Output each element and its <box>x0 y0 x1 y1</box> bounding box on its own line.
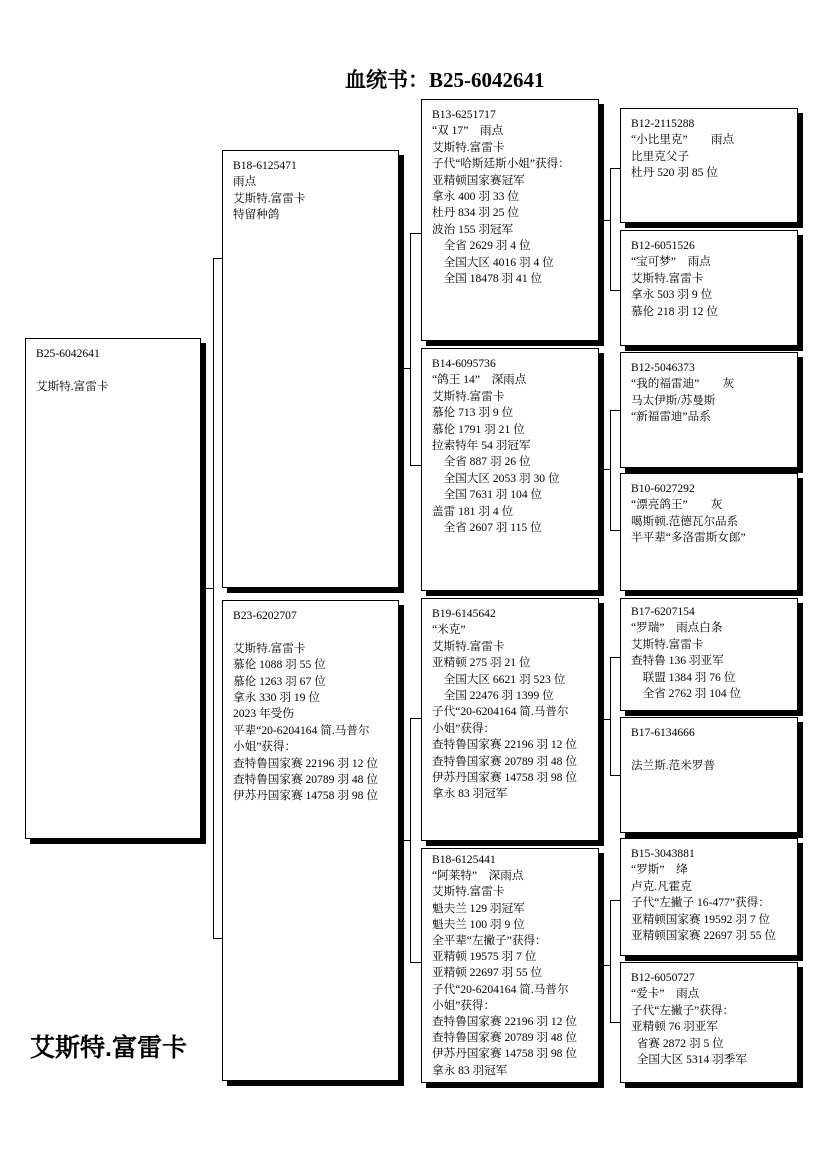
ring-number: B14-6095736 <box>432 357 496 370</box>
pedigree-detail-line: 子代“左撇子”获得： <box>631 1003 735 1017</box>
connector-line <box>598 900 620 1023</box>
pedigree-detail-line: 艾斯特.富雷卡 <box>233 641 306 655</box>
pedigree-detail-line: 亚精顿 275 羽 21 位 <box>432 656 531 670</box>
pedigree-detail-line: 查特鲁国家赛 22196 羽 12 位 <box>432 738 577 752</box>
pedigree-box-sire-dam-sire <box>620 352 798 468</box>
pedigree-detail-line: “漂亮鸽王” 灰 <box>631 498 723 512</box>
pedigree-box-sire-sire-dam <box>620 230 798 346</box>
pedigree-detail-line: 小姐”获得： <box>432 721 496 735</box>
ring-number: B13-6251717 <box>432 108 496 121</box>
pedigree-detail-line: 艾斯特.富雷卡 <box>233 191 306 205</box>
pedigree-detail-line: 拿永 503 羽 9 位 <box>631 288 713 302</box>
pedigree-detail-line: “新福雷迪”品系 <box>631 410 711 424</box>
pedigree-box-subject <box>25 338 201 839</box>
pedigree-detail-line: 全平辈“左撇子”获得： <box>432 934 547 948</box>
pedigree-detail-line: 拉索特年 54 羽冠军 <box>432 439 531 453</box>
pedigree-box-dam-dam <box>421 848 599 1083</box>
pedigree-detail-line: 艾斯特.富雷卡 <box>631 271 704 285</box>
pedigree-detail-line: 全国 7631 羽 104 位 <box>432 488 543 502</box>
pedigree-detail-line: 雨点 <box>233 175 257 189</box>
pedigree-box-dam-dam-sire <box>620 838 798 956</box>
pedigree-detail-line: 魁夫兰 100 羽 9 位 <box>432 917 525 931</box>
connector-line <box>598 410 620 531</box>
pedigree-detail-line: 亚精顿 19575 羽 7 位 <box>432 950 537 964</box>
pedigree-detail-line: 小姐”获得： <box>233 740 297 754</box>
pedigree-detail-line: 卢克.凡霍克 <box>631 879 692 893</box>
ring-number: B23-6202707 <box>233 609 297 622</box>
pedigree-detail-line: “我的福雷迪” 灰 <box>631 377 735 391</box>
pedigree-detail-line: 2023 年受伤 <box>233 707 294 721</box>
pedigree-detail-line: 慕伦 713 羽 9 位 <box>432 406 514 420</box>
pedigree-box-dam-sire <box>421 598 599 841</box>
ring-number: B19-6145642 <box>432 607 496 620</box>
pedigree-detail-line: 特留种鸽 <box>233 208 280 222</box>
breeder-name: 艾斯特.富雷卡 <box>30 1034 187 1062</box>
pedigree-detail-line: 子代“20-6204164 简.马普尔 <box>432 705 569 719</box>
pedigree-detail-line: “米克” <box>432 623 466 637</box>
pedigree-box-dam-sire-dam <box>620 717 798 833</box>
connector-line <box>200 258 222 939</box>
ring-number: B10-6027292 <box>631 482 695 495</box>
pedigree-detail-line: 伊苏丹国家赛 14758 羽 98 位 <box>432 1047 577 1061</box>
pedigree-detail-line: 拿永 83 羽冠军 <box>432 1063 508 1077</box>
pedigree-detail-line: 亚精顿国家赛 19592 羽 7 位 <box>631 912 771 926</box>
pedigree-box-dam <box>222 600 399 1081</box>
connector-line <box>598 168 620 291</box>
connector-line <box>598 657 620 776</box>
pedigree-detail-line: 魁夫兰 129 羽冠军 <box>432 901 525 915</box>
pedigree-detail-line: 全国大区 5314 羽季军 <box>631 1053 747 1067</box>
pedigree-detail-line: 全国 18478 羽 41 位 <box>432 272 543 286</box>
pedigree-detail-line: 慕伦 218 羽 12 位 <box>631 304 718 318</box>
pedigree-detail-line: “双 17” 雨点 <box>432 124 504 138</box>
pedigree-detail-line: 亚精顿 22697 羽 55 位 <box>432 966 543 980</box>
pedigree-detail-line: 联盟 1384 羽 76 位 <box>631 670 736 684</box>
pedigree-detail-line: “宝可梦” 雨点 <box>631 255 711 269</box>
pedigree-detail-line: 法兰斯.范米罗普 <box>631 758 716 772</box>
pedigree-box-sire-sire <box>421 99 599 341</box>
ring-number: B18-6125471 <box>233 159 297 172</box>
pedigree-detail-line: 亚精顿国家赛冠军 <box>432 173 525 187</box>
ring-number: B17-6207154 <box>631 605 695 618</box>
pedigree-detail-line: 慕伦 1088 羽 55 位 <box>233 658 326 672</box>
connector-line <box>398 233 421 466</box>
pedigree-detail-line: 马太伊斯/苏曼斯 <box>631 393 716 407</box>
pedigree-detail-line: “小比里克” 雨点 <box>631 133 735 147</box>
pedigree-box-dam-sire-sire <box>620 598 798 711</box>
pedigree-detail-line: “罗瑞” 雨点白条 <box>631 621 723 635</box>
pedigree-detail-line: 慕伦 1263 羽 67 位 <box>233 674 326 688</box>
pedigree-detail-line: 查特鲁 136 羽亚军 <box>631 654 724 668</box>
pedigree-detail-line: 波治 155 羽冠军 <box>432 222 514 236</box>
connector-line <box>398 718 421 963</box>
ring-number: B12-6050727 <box>631 971 695 984</box>
pedigree-detail-line: 慕伦 1791 羽 21 位 <box>432 422 525 436</box>
pedigree-detail-line: 全省 2629 羽 4 位 <box>432 239 531 253</box>
pedigree-detail-line: 亚精顿国家赛 22697 羽 55 位 <box>631 929 776 943</box>
pedigree-detail-line: 子代“20-6204164 简.马普尔 <box>432 982 569 996</box>
pedigree-detail-line: “阿莱特” 深雨点 <box>432 869 524 883</box>
pedigree-detail-line: 省赛 2872 羽 5 位 <box>631 1036 724 1050</box>
pedigree-detail-line: 全国大区 2053 羽 30 位 <box>432 471 560 485</box>
pedigree-box-sire-dam-dam <box>620 473 798 591</box>
pedigree-detail-line: 子代“左撇子 16-477”获得： <box>631 896 770 910</box>
pedigree-detail-line: 查特鲁国家赛 22196 羽 12 位 <box>432 1015 577 1029</box>
ring-number: B18-6125441 <box>432 853 496 866</box>
pedigree-detail-line: 比里克父子 <box>631 149 689 163</box>
ring-number: B12-5046373 <box>631 361 695 374</box>
pedigree-detail-line: 拿永 330 羽 19 位 <box>233 691 320 705</box>
pedigree-box-sire-dam <box>421 348 599 591</box>
pedigree-box-dam-dam-dam <box>620 962 798 1083</box>
pedigree-detail-line: 盖雷 181 羽 4 位 <box>432 504 514 518</box>
pedigree-detail-line: 子代“哈斯廷斯小姐”获得： <box>432 157 570 171</box>
pedigree-detail-line: 全国 22476 羽 1399 位 <box>432 689 554 703</box>
pedigree-box-sire-sire-sire <box>620 108 798 223</box>
pedigree-detail-line: 拿永 400 羽 33 位 <box>432 190 519 204</box>
pedigree-detail-line: 艾斯特.富雷卡 <box>36 379 109 393</box>
pedigree-detail-line: 全省 2762 羽 104 位 <box>631 687 742 701</box>
ring-number: B17-6134666 <box>631 726 695 739</box>
pedigree-detail-line: 噶斯顿.范德瓦尔品系 <box>631 514 739 528</box>
pedigree-detail-line: 全国大区 6621 羽 523 位 <box>432 672 566 686</box>
ring-number: B12-6051526 <box>631 239 695 252</box>
pedigree-detail-line: 杜丹 834 羽 25 位 <box>432 206 519 220</box>
pedigree-detail-line: 艾斯特.富雷卡 <box>432 885 505 899</box>
pedigree-detail-line: 全省 887 羽 26 位 <box>432 455 531 469</box>
pedigree-detail-line: “罗斯” 绛 <box>631 863 688 877</box>
pedigree-detail-line: 艾斯特.富雷卡 <box>432 389 505 403</box>
pedigree-detail-line: 艾斯特.富雷卡 <box>432 140 505 154</box>
pedigree-detail-line: 查特鲁国家赛 20789 羽 48 位 <box>233 773 378 787</box>
pedigree-detail-line: “鸽王 14” 深雨点 <box>432 373 527 387</box>
pedigree-detail-line: 半平辈“多洛雷斯女郎” <box>631 531 746 545</box>
pedigree-detail-line: 查特鲁国家赛 20789 羽 48 位 <box>432 1031 577 1045</box>
pedigree-detail-line: 全国大区 4016 羽 4 位 <box>432 255 554 269</box>
pedigree-detail-line: 全省 2607 羽 115 位 <box>432 521 542 535</box>
pedigree-detail-line: 伊苏丹国家赛 14758 羽 98 位 <box>233 789 378 803</box>
pedigree-detail-line: 查特鲁国家赛 22196 羽 12 位 <box>233 756 378 770</box>
pedigree-box-sire <box>222 150 399 588</box>
pedigree-detail-line: “爱卡” 雨点 <box>631 987 700 1001</box>
ring-number: B15-3043881 <box>631 847 695 860</box>
pedigree-detail-line: 小姐”获得： <box>432 998 496 1012</box>
pedigree-detail-line: 伊苏丹国家赛 14758 羽 98 位 <box>432 771 577 785</box>
pedigree-detail-line: 杜丹 520 羽 85 位 <box>631 166 718 180</box>
ring-number: B25-6042641 <box>36 347 100 360</box>
pedigree-title: 血统书：B25-6042641 <box>345 68 545 92</box>
pedigree-detail-line: 查特鲁国家赛 20789 羽 48 位 <box>432 754 577 768</box>
pedigree-detail-line: 平辈“20-6204164 简.马普尔 <box>233 723 370 737</box>
pedigree-detail-line: 拿永 83 羽冠军 <box>432 787 508 801</box>
pedigree-detail-line: 艾斯特.富雷卡 <box>432 639 505 653</box>
pedigree-detail-line: 艾斯特.富雷卡 <box>631 637 704 651</box>
ring-number: B12-2115288 <box>631 117 695 130</box>
pedigree-detail-line: 亚精顿 76 羽亚军 <box>631 1020 718 1034</box>
